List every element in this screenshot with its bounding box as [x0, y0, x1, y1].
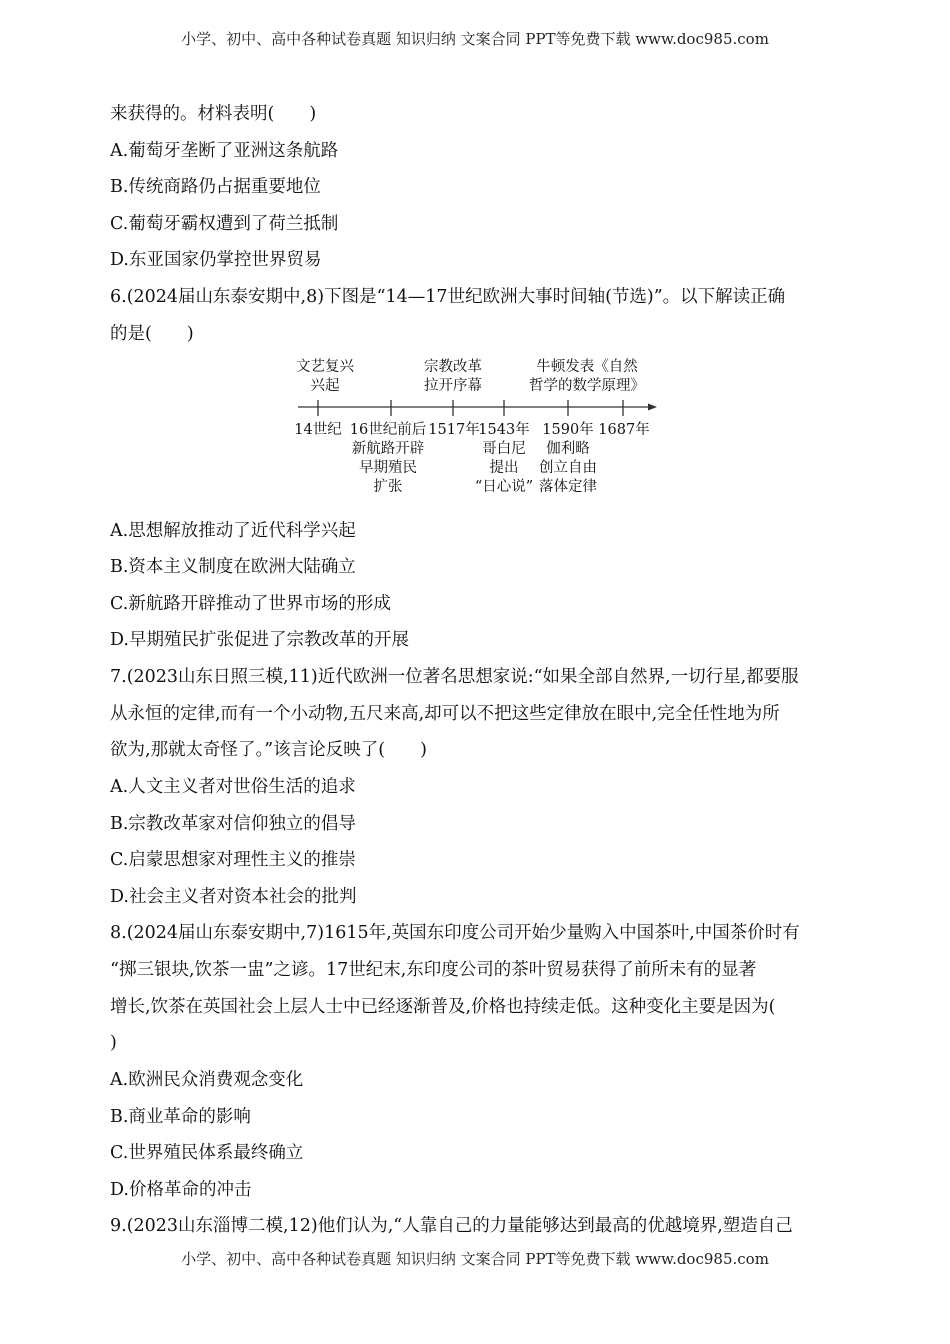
- option-line: A.葡萄牙垄断了亚洲这条航路: [110, 141, 339, 161]
- option-line: C.新航路开辟推动了世界市场的形成: [110, 594, 391, 614]
- timeline-event-renaissance: 文艺复兴 兴起: [296, 359, 354, 394]
- option-line: B.传统商路仍占据重要地位: [110, 177, 321, 197]
- timeline-event-new-routes: 16世纪前后 新航路开辟 早期殖民 扩张: [349, 422, 427, 495]
- option-line: B.资本主义制度在欧洲大陆确立: [110, 557, 356, 577]
- question-line: 的是( ): [110, 324, 194, 344]
- option-line: A.欧洲民众消费观念变化: [110, 1070, 304, 1090]
- question-line: 6.(2024届山东泰安期中,8)下图是“14—17世纪欧洲大事时间轴(节选)”。以下解读正确: [110, 287, 786, 307]
- option-line: D.早期殖民扩张促进了宗教改革的开展: [110, 630, 409, 650]
- timeline-event-copernicus: 1543年 哥白尼 提出 “日心说”: [474, 422, 534, 495]
- timeline-figure: [285, 352, 665, 502]
- option-line: C.葡萄牙霸权遭到了荷兰抵制: [110, 214, 339, 234]
- option-line: A.人文主义者对世俗生活的追求: [110, 777, 356, 797]
- page-footer: 小学、初中、高中各种试卷真题 知识归纳 文案合同 PPT等免费下载 www.doc985.com: [181, 1250, 769, 1268]
- option-line: C.启蒙思想家对理性主义的推崇: [110, 850, 356, 870]
- question-line: 9.(2023山东淄博二模,12)他们认为,“人靠自己的力量能够达到最高的优越境界,塑造自己: [110, 1216, 793, 1236]
- timeline-event-newton: 牛顿发表《自然 哲学的数学原理》: [529, 359, 645, 394]
- option-line: B.商业革命的影响: [110, 1107, 251, 1127]
- option-line: D.价格革命的冲击: [110, 1180, 252, 1200]
- question-line: 从永恒的定律,而有一个小动物,五尺来高,却可以不把这些定律放在眼中,完全任性地为所: [110, 704, 780, 724]
- option-line: C.世界殖民体系最终确立: [110, 1143, 304, 1163]
- text-line: 来获得的。材料表明( ): [110, 104, 317, 124]
- option-line: B.宗教改革家对信仰独立的倡导: [110, 814, 356, 834]
- timeline-date-14th-century: 14世纪: [294, 422, 342, 438]
- question-line: “掷三银块,饮茶一盅”之谚。17世纪末,东印度公司的茶叶贸易获得了前所未有的显著: [110, 960, 757, 980]
- timeline-date-1517: 1517年: [428, 422, 480, 438]
- question-line: 欲为,那就太奇怪了。”该言论反映了( ): [110, 740, 427, 760]
- option-line: D.社会主义者对资本社会的批判: [110, 887, 357, 907]
- timeline-event-galileo: 1590年 伽利略 创立自由 落体定律: [539, 422, 597, 495]
- page-header: 小学、初中、高中各种试卷真题 知识归纳 文案合同 PPT等免费下载 www.doc985.com: [181, 30, 769, 48]
- option-line: D.东亚国家仍掌控世界贸易: [110, 250, 322, 270]
- timeline-date-1687: 1687年: [598, 422, 650, 438]
- question-line: 7.(2023山东日照三模,11)近代欧洲一位著名思想家说:“如果全部自然界,一切行星,都要服: [110, 667, 799, 687]
- option-line: A.思想解放推动了近代科学兴起: [110, 521, 356, 541]
- question-line: 增长,饮茶在英国社会上层人士中已经逐渐普及,价格也持续走低。这种变化主要是因为(: [110, 997, 776, 1017]
- timeline-event-reformation: 宗教改革 拉开序幕: [424, 359, 482, 394]
- question-line: ): [110, 1033, 117, 1053]
- question-line: 8.(2024届山东泰安期中,7)1615年,英国东印度公司开始少量购入中国茶叶,中国茶价时有: [110, 923, 800, 943]
